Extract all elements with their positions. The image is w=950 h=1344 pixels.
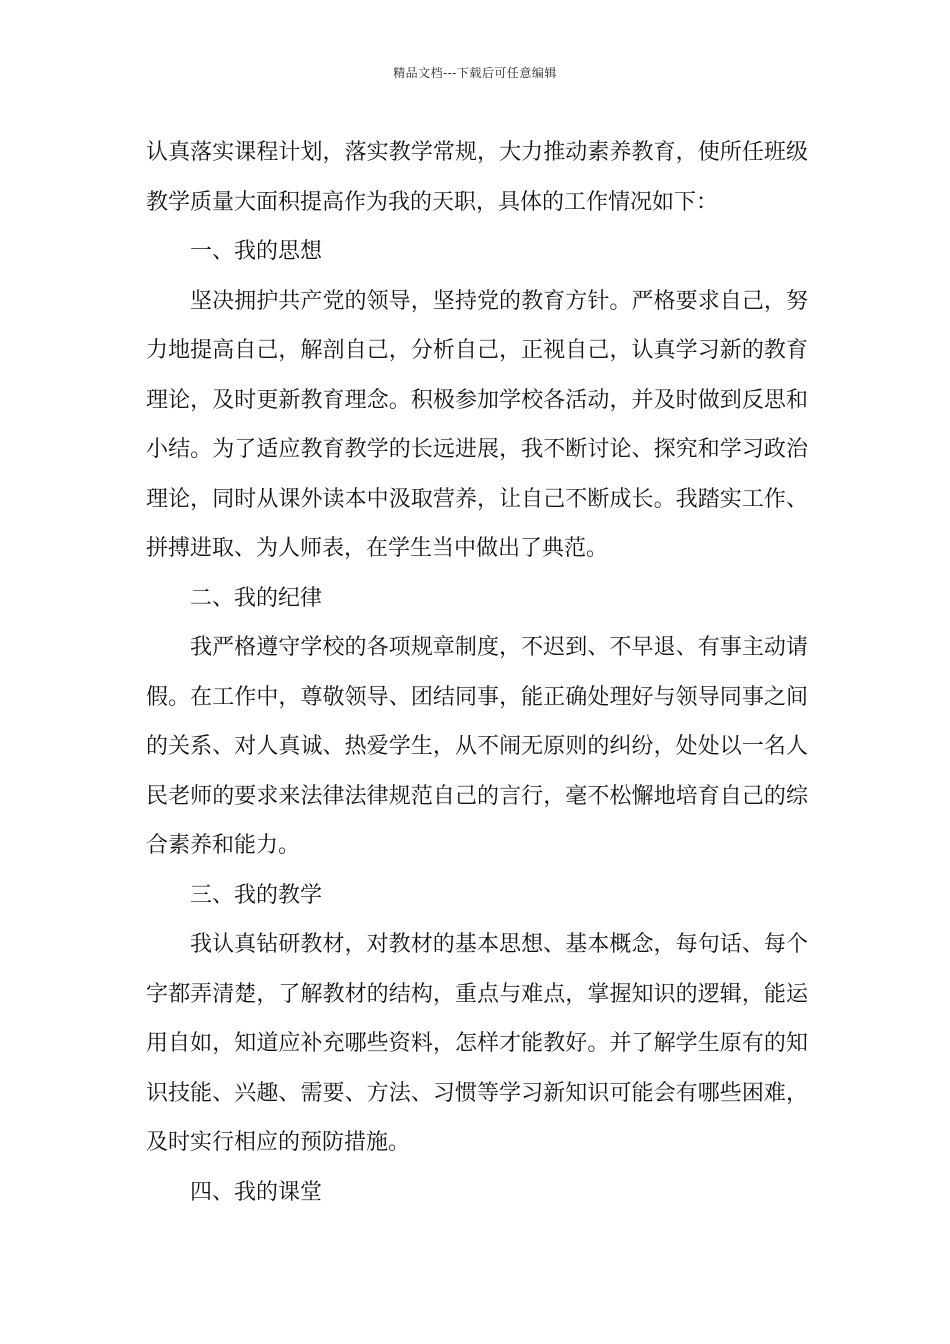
document-body [146, 128, 808, 1217]
section-heading-discipline: 二、我的纪律 [190, 585, 323, 611]
section-heading-classroom: 四、我的课堂 [190, 1179, 323, 1205]
paragraph-discipline: 我严格遵守学校的各项规章制度，不迟到、不早退、有事主动请假。在工作中，尊敬领导、团结同事，能正确处理好与领导同事之间的关系、对人真诚、热爱学生，从不闹无原则的纠纷，处处以一名人民老师的要求来法律法律规范自己的言行，毫不松懈地培育自己的综合素养和能力。 [146, 635, 808, 858]
page-header: 精品文档---下载后可任意编辑 [393, 66, 557, 80]
paragraph-teaching: 我认真钻研教材，对教材的基本思想、基本概念，每句话、每个字都弄清楚，了解教材的结构，重点与难点，掌握知识的逻辑，能运用自如，知道应补充哪些资料，怎样才能教好。并了解学生原有的知识技能、兴趣、需要、方法、习惯等学习新知识可能会有哪些困难，及时实行相应的预防措施。 [146, 932, 808, 1155]
section-heading-thought: 一、我的思想 [190, 239, 323, 264]
paragraph-thought: 坚决拥护共产党的领导，坚持党的教育方针。严格要求自己，努力地提高自己，解剖自己，分析自己，正视自己，认真学习新的教育理论，及时更新教育理念。积极参加学校各活动，并及时做到反思和小结。为了适应教育教学的长远进展，我不断讨论、探究和学习政治理论，同时从课外读本中汲取营养，让自己不断成长。我踏实工作、拼搏进取、为人师表，在学生当中做出了典范。 [146, 288, 808, 561]
paragraph-intro: 认真落实课程计划，落实教学常规，大力推动素养教育，使所任班级教学质量大面积提高作为我的天职，具体的工作情况如下： [146, 140, 808, 215]
section-heading-teaching: 三、我的教学 [190, 882, 323, 908]
